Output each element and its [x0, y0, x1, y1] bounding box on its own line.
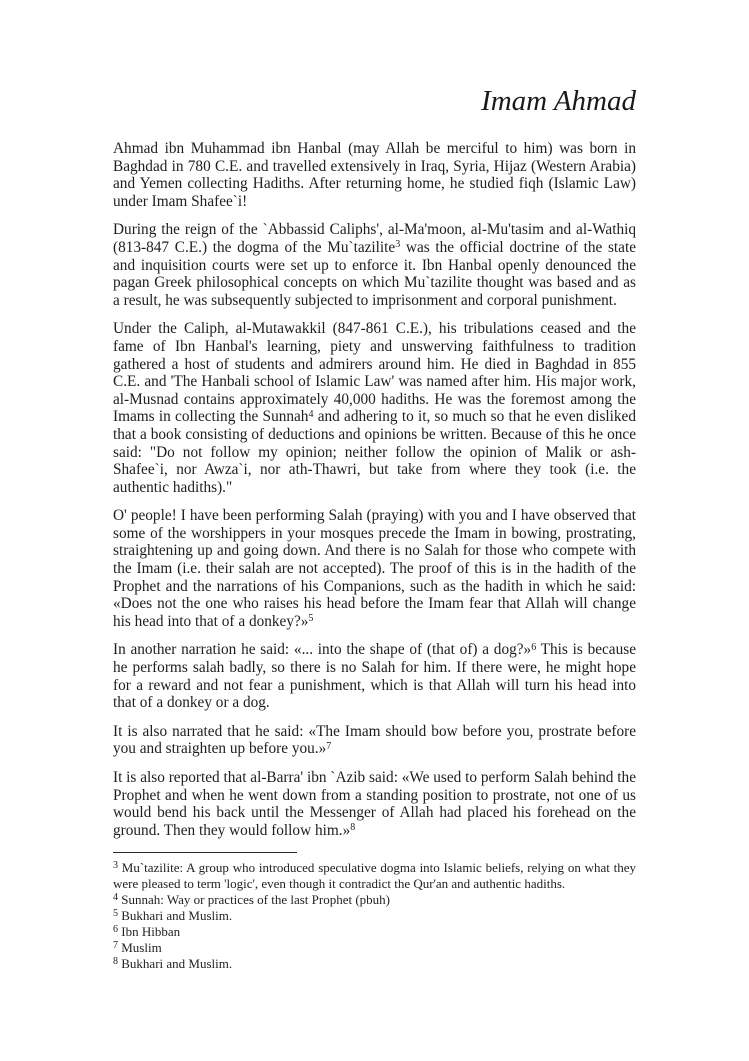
footnote-7: [113, 940, 636, 956]
paragraph-4: [113, 507, 636, 630]
footnote-3: [113, 860, 636, 892]
paragraph-5: [113, 641, 636, 711]
text-run: Under the Caliph, al-Mutawakkil (847-861 C.E.), his tribulations ceased and the fame of Ibn Hanbal's learning, piety and unswerving faithfulness to tradition gathered a host of students and admirers around him. He died in Baghdad in 855 C.E. and 'The Hanbali school of Islamic Law' was named after him. His major work, al-Musnad contains approximately 40,000 hadiths. He was the foremost among the Imams in collecting the Sunnah: [113, 320, 636, 426]
footnote-5: [113, 908, 636, 924]
footnote-marker-7: 7: [113, 939, 118, 951]
footnotes-list: [113, 860, 636, 972]
footnote-8: [113, 956, 636, 972]
footnote-4: [113, 892, 636, 908]
footnote-marker-8: 8: [113, 955, 118, 967]
footnote-marker-3: 3: [113, 859, 118, 871]
footnote-6: [113, 924, 636, 940]
footnote-ref-8: 8: [350, 822, 356, 834]
paragraph-6: [113, 723, 636, 758]
footnote-ref-5: 5: [308, 613, 314, 625]
page-title: Imam Ahmad: [481, 85, 636, 117]
text-run: It is also narrated that he said: «The Imam should bow before you, prostrate before you and straighten up before you.»: [113, 722, 636, 758]
text-run: was the official doctrine of the state and inquisition courts were set up to enforce it. Ibn Hanbal openly denounced the pagan Greek philosophical concepts on which Mu`tazilite thought was based and as a result, he was subsequently subjected to imprisonment and corporal punishment.: [113, 238, 637, 309]
footnote-marker-6: 6: [113, 923, 118, 935]
footnote-text: Bukhari and Muslim.: [118, 956, 233, 972]
footnote-text: Bukhari and Muslim.: [118, 908, 233, 924]
paragraph-1: [113, 140, 636, 210]
text-run: This is because he performs salah badly, so there is no Salah for him. If there were, he might hope for a reward and not fear a punishment, which is that Allah will turn his head into that of a donkey or a dog.: [113, 641, 636, 712]
footnote-marker-5: 5: [113, 907, 118, 919]
footnote-marker-4: 4: [113, 891, 118, 903]
text-run: O' people! I have been performing Salah (praying) with you and I have observed that some of the worshippers in your mosques precede the Imam in bowing, prostrating, straightening up and going down. And there is no Salah for those who compete with the Imam (i.e. their salah are not accepted). The proof of this is in the hadith of the Prophet and the narrations of his Companions, such as the hadith in which he said: «Does not the one who raises his head before the Imam fear that Allah will change his head into that of a donkey?»: [113, 507, 636, 630]
footnote-text: Muslim: [118, 940, 162, 956]
footnote-ref-3: 3: [395, 239, 401, 251]
paragraph-3: [113, 320, 636, 496]
text-run: Ahmad ibn Muhammad ibn Hanbal (may Allah be merciful to him) was born in Baghdad in 780 C.E. and travelled extensively in Iraq, Syria, Hijaz (Western Arabia) and Yemen collecting Hadiths. After returning home, he studied fiqh (Islamic Law) under Imam Shafee`i!: [113, 140, 636, 210]
text-run: It is also reported that al-Barra' ibn `Azib said: «We used to perform Salah behind the Prophet and when he went down from a standing position to prostrate, not one of us would bend his back until the Messenger of Allah had placed his forehead on the ground. Then they would follow him.»: [113, 769, 636, 839]
paragraph-2: [113, 221, 636, 309]
footnote-ref-6: 6: [531, 641, 537, 653]
footnote-text: Sunnah: Way or practices of the last Prophet (pbuh): [118, 892, 391, 908]
text-run: and adhering to it, so much so that he even disliked that a book consisting of deductions and opinions be written. Because of this he once said: "Do not follow my opinion; neither follow the opinion of Malik or ash-Shafee`i, nor Awza`i, nor ath-Thawri, but take from where they took (i.e. the authentic hadiths).": [113, 408, 636, 496]
text-run: During the reign of the `Abbassid Caliphs', al-Ma'moon, al-Mu'tasim and al-Wathiq (813-847 C.E.) the dogma of the Mu`tazilite: [113, 221, 636, 256]
footnote-text: Ibn Hibban: [118, 924, 181, 940]
footnote-ref-7: 7: [326, 740, 332, 752]
footnote-separator: [113, 852, 297, 853]
footnote-text: Mu`tazilite: A group who introduced speculative dogma into Islamic beliefs, relying on what they were pleased to term 'logic', even though it contradict the Qur'an and authentic hadiths.: [113, 860, 636, 892]
text-run: In another narration he said: «... into the shape of (that of) a dog?»: [113, 641, 532, 659]
footnote-ref-4: 4: [308, 408, 314, 420]
paragraph-7: [113, 769, 636, 839]
body-paragraphs: [113, 140, 636, 839]
